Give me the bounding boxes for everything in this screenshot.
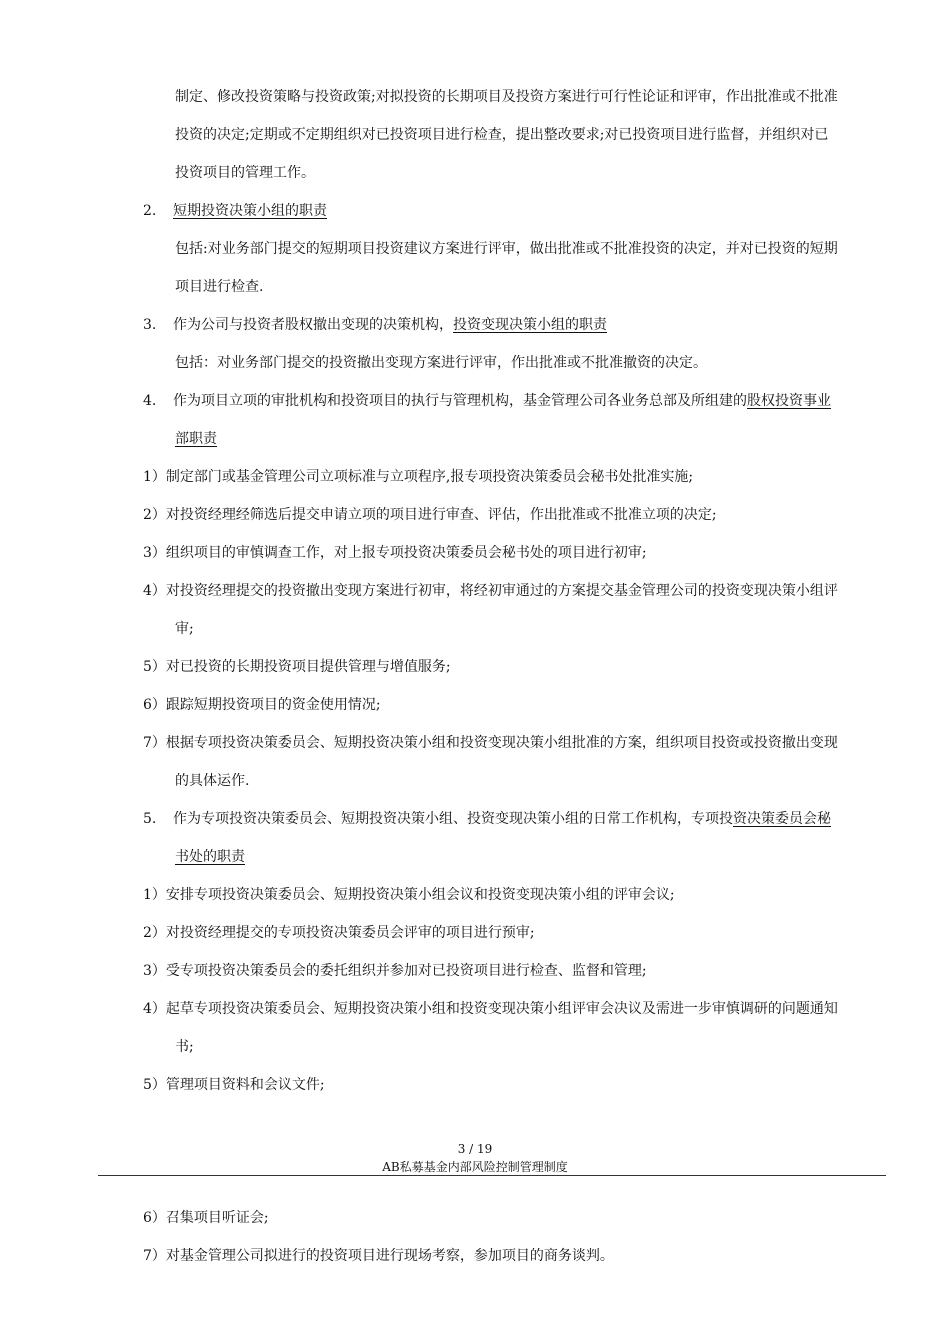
document-title: AB私募基金内部风险控制管理制度 bbox=[382, 1160, 568, 1174]
paragraph-line: 包括：对业务部门提交的投资撤出变现方案进行评审，作出批准或不批准撤资的决定。 bbox=[175, 355, 707, 371]
item-title: 股权投资事业 bbox=[747, 393, 831, 409]
sub-item-continued: 的具体运作. bbox=[175, 773, 250, 789]
item-intro: 作为专项投资决策委员会、短期投资决策小组、投资变现决策小组的日常工作机构，专项投 bbox=[173, 811, 733, 827]
sub-item: 4）对投资经理提交的投资撤出变现方案进行初审，将经初审通过的方案提交基金管理公司的投资变现决策小组评 bbox=[143, 583, 838, 599]
item-4-heading bbox=[143, 391, 831, 411]
sub-item-continued: 审; bbox=[175, 621, 194, 637]
sub-item: 5）管理项目资料和会议文件; bbox=[143, 1077, 325, 1093]
item-title: 资决策委员会秘 bbox=[733, 811, 831, 827]
item-intro: 作为公司与投资者股权撤出变现的决策机构， bbox=[173, 317, 453, 333]
paragraph-line: 制定、修改投资策略与投资政策;对拟投资的长期项目及投资方案进行可行性论证和评审，作出批准或不批准 bbox=[175, 89, 838, 105]
sub-item: 2）对投资经理提交的专项投资决策委员会评审的项目进行预审; bbox=[143, 925, 535, 941]
sub-item: 3）受专项投资决策委员会的委托组织并参加对已投资项目进行检查、监督和管理; bbox=[143, 963, 647, 979]
item-number: 4. bbox=[143, 393, 157, 409]
item-number: 2. bbox=[143, 203, 157, 219]
sub-item: 7）对基金管理公司拟进行的投资项目进行现场考察，参加项目的商务谈判。 bbox=[143, 1248, 614, 1264]
sub-item: 2）对投资经理经筛选后提交申请立项的项目进行审查、评估，作出批准或不批准立项的决定; bbox=[143, 507, 717, 523]
item-title: 短期投资决策小组的职责 bbox=[173, 203, 327, 219]
item-title-continued bbox=[175, 847, 245, 867]
sub-item-continued: 书; bbox=[175, 1039, 194, 1055]
sub-item: 1）制定部门或基金管理公司立项标准与立项程序,报专项投资决策委员会秘书处批准实施; bbox=[143, 469, 694, 485]
item-3-heading bbox=[143, 315, 607, 335]
item-5-heading bbox=[143, 809, 831, 829]
item-2-heading bbox=[143, 201, 327, 221]
sub-item: 3）组织项目的审慎调查工作，对上报专项投资决策委员会秘书处的项目进行初审; bbox=[143, 545, 647, 561]
sub-item: 6）召集项目听证会; bbox=[143, 1210, 269, 1226]
item-title: 部职责 bbox=[175, 431, 217, 447]
sub-item: 6）跟踪短期投资项目的资金使用情况; bbox=[143, 697, 381, 713]
item-number: 5. bbox=[143, 811, 157, 827]
paragraph-line: 投资的决定;定期或不定期组织对已投资项目进行检查，提出整改要求;对已投资项目进行监督，并组织对已 bbox=[175, 127, 829, 143]
paragraph-line: 项目进行检查. bbox=[175, 279, 264, 295]
sub-item: 1）安排专项投资决策委员会、短期投资决策小组会议和投资变现决策小组的评审会议; bbox=[143, 887, 675, 903]
page-number: 3 / 19 bbox=[457, 1142, 493, 1156]
sub-item: 5）对已投资的长期投资项目提供管理与增值服务; bbox=[143, 659, 451, 675]
sub-item: 7）根据专项投资决策委员会、短期投资决策小组和投资变现决策小组批准的方案，组织项目投资或投资撤出变现 bbox=[143, 735, 838, 751]
item-title: 书处的职责 bbox=[175, 849, 245, 865]
item-intro: 作为项目立项的审批机构和投资项目的执行与管理机构，基金管理公司各业务总部及所组建的 bbox=[173, 393, 747, 409]
item-title-continued bbox=[175, 429, 217, 449]
paragraph-line: 投资项目的管理工作。 bbox=[175, 165, 315, 181]
footer-divider bbox=[98, 1175, 886, 1176]
item-number: 3. bbox=[143, 317, 157, 333]
paragraph-line: 包括:对业务部门提交的短期项目投资建议方案进行评审，做出批准或不批准投资的决定，并对已投资的短期 bbox=[175, 241, 838, 257]
item-title: 投资变现决策小组的职责 bbox=[453, 317, 607, 333]
sub-item: 4）起草专项投资决策委员会、短期投资决策小组和投资变现决策小组评审会决议及需进一步审慎调研的问题通知 bbox=[143, 1001, 838, 1017]
